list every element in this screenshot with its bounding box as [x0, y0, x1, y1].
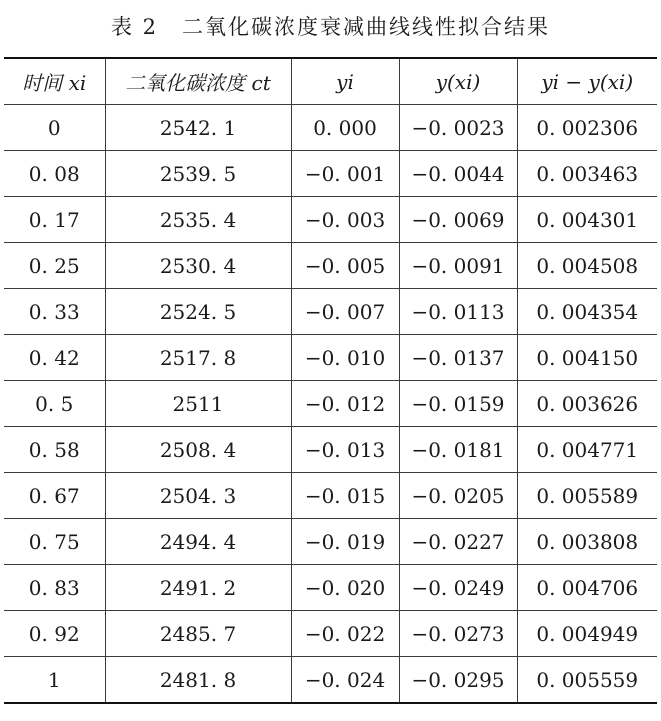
cell-time: 0. 42	[4, 335, 105, 381]
cell-y-of-xi: −0. 0249	[399, 565, 517, 611]
header-yi: yi	[291, 58, 399, 105]
cell-yi: −0. 019	[291, 519, 399, 565]
cell-residual: 0. 003626	[517, 381, 657, 427]
cell-time: 0. 33	[4, 289, 105, 335]
table-row	[4, 611, 657, 657]
cell-y-of-xi: −0. 0113	[399, 289, 517, 335]
cell-y-of-xi: −0. 0159	[399, 381, 517, 427]
table-row	[4, 335, 657, 381]
cell-y-of-xi: −0. 0295	[399, 657, 517, 704]
cell-y-of-xi: −0. 0227	[399, 519, 517, 565]
cell-time: 0. 83	[4, 565, 105, 611]
cell-co2-concentration: 2542. 1	[105, 105, 291, 151]
cell-time: 0. 25	[4, 243, 105, 289]
table-row	[4, 473, 657, 519]
cell-co2-concentration: 2511	[105, 381, 291, 427]
cell-time: 0. 58	[4, 427, 105, 473]
cell-y-of-xi: −0. 0273	[399, 611, 517, 657]
header-residual: yi − y(xi)	[517, 58, 657, 105]
cell-yi: −0. 010	[291, 335, 399, 381]
table-row	[4, 519, 657, 565]
header-time: 时间 xi	[4, 58, 105, 105]
cell-yi: −0. 012	[291, 381, 399, 427]
cell-residual: 0. 003463	[517, 151, 657, 197]
cell-y-of-xi: −0. 0205	[399, 473, 517, 519]
cell-co2-concentration: 2539. 5	[105, 151, 291, 197]
table-row	[4, 151, 657, 197]
cell-co2-concentration: 2535. 4	[105, 197, 291, 243]
cell-time: 1	[4, 657, 105, 704]
cell-co2-concentration: 2491. 2	[105, 565, 291, 611]
cell-residual: 0. 002306	[517, 105, 657, 151]
table-row	[4, 565, 657, 611]
table-row	[4, 197, 657, 243]
cell-yi: −0. 003	[291, 197, 399, 243]
cell-residual: 0. 004949	[517, 611, 657, 657]
cell-co2-concentration: 2524. 5	[105, 289, 291, 335]
cell-time: 0. 08	[4, 151, 105, 197]
header-co2-concentration: 二氧化碳浓度 ct	[105, 58, 291, 105]
cell-yi: −0. 013	[291, 427, 399, 473]
cell-time: 0. 17	[4, 197, 105, 243]
cell-yi: −0. 020	[291, 565, 399, 611]
table-row	[4, 657, 657, 704]
header-row	[4, 58, 657, 105]
table-header	[4, 58, 657, 105]
cell-yi: −0. 022	[291, 611, 399, 657]
cell-co2-concentration: 2494. 4	[105, 519, 291, 565]
table-row	[4, 427, 657, 473]
table-row	[4, 289, 657, 335]
cell-y-of-xi: −0. 0044	[399, 151, 517, 197]
table-row	[4, 381, 657, 427]
cell-y-of-xi: −0. 0137	[399, 335, 517, 381]
cell-co2-concentration: 2530. 4	[105, 243, 291, 289]
cell-time: 0. 5	[4, 381, 105, 427]
cell-yi: −0. 005	[291, 243, 399, 289]
cell-co2-concentration: 2517. 8	[105, 335, 291, 381]
cell-yi: −0. 007	[291, 289, 399, 335]
cell-co2-concentration: 2504. 3	[105, 473, 291, 519]
cell-y-of-xi: −0. 0091	[399, 243, 517, 289]
cell-time: 0	[4, 105, 105, 151]
cell-yi: −0. 001	[291, 151, 399, 197]
cell-residual: 0. 003808	[517, 519, 657, 565]
cell-co2-concentration: 2485. 7	[105, 611, 291, 657]
cell-residual: 0. 004301	[517, 197, 657, 243]
cell-residual: 0. 004771	[517, 427, 657, 473]
cell-residual: 0. 004706	[517, 565, 657, 611]
cell-y-of-xi: −0. 0023	[399, 105, 517, 151]
cell-time: 0. 92	[4, 611, 105, 657]
cell-co2-concentration: 2508. 4	[105, 427, 291, 473]
table-caption	[0, 8, 661, 46]
table-title: 二氧化碳浓度衰减曲线线性拟合结果	[182, 15, 551, 39]
cell-yi: −0. 015	[291, 473, 399, 519]
cell-yi: 0. 000	[291, 105, 399, 151]
cell-y-of-xi: −0. 0069	[399, 197, 517, 243]
cell-residual: 0. 005559	[517, 657, 657, 704]
cell-time: 0. 75	[4, 519, 105, 565]
table-number: 表 2	[110, 15, 159, 39]
cell-residual: 0. 005589	[517, 473, 657, 519]
cell-residual: 0. 004354	[517, 289, 657, 335]
cell-yi: −0. 024	[291, 657, 399, 704]
data-table	[4, 57, 657, 704]
cell-y-of-xi: −0. 0181	[399, 427, 517, 473]
table-row	[4, 243, 657, 289]
table-row	[4, 105, 657, 151]
cell-residual: 0. 004150	[517, 335, 657, 381]
cell-co2-concentration: 2481. 8	[105, 657, 291, 704]
table-body	[4, 105, 657, 704]
cell-residual: 0. 004508	[517, 243, 657, 289]
cell-time: 0. 67	[4, 473, 105, 519]
header-y-of-xi: y(xi)	[399, 58, 517, 105]
